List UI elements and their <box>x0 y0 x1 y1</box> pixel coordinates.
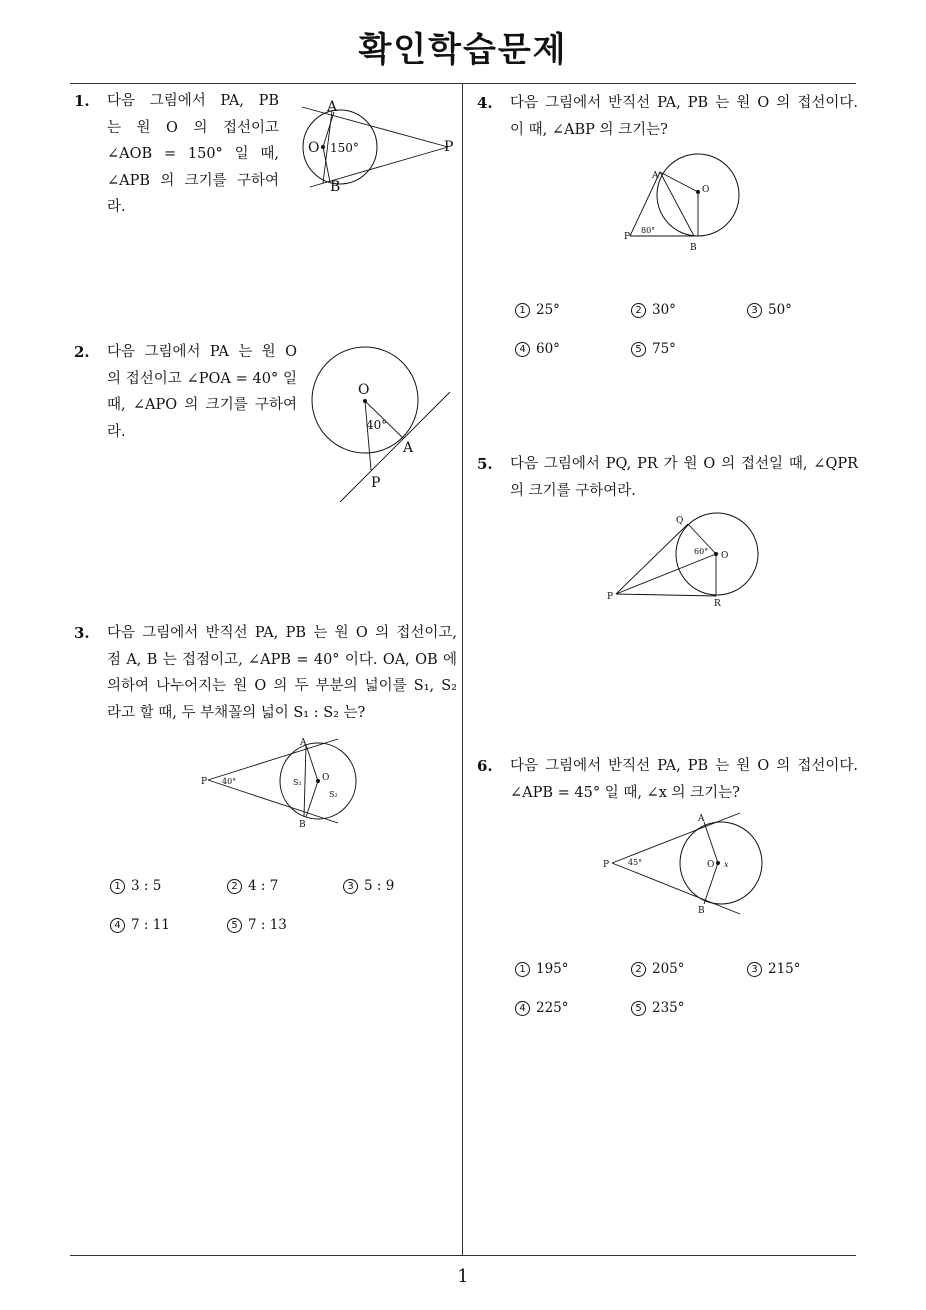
choice-item[interactable] <box>515 302 560 318</box>
point-label-b: B <box>299 820 306 830</box>
problem-number: 1. <box>74 92 90 110</box>
choice-number-icon: 1 <box>110 879 125 894</box>
choice-item[interactable] <box>747 961 801 977</box>
problem-number: 4. <box>477 94 493 112</box>
choice-item[interactable] <box>631 341 676 357</box>
choice-number-icon: 4 <box>515 342 530 357</box>
problem-text-line: 다음 그림에서 반직선 PA, PB 는 원 O 의 접선이다. <box>510 95 858 111</box>
problem-number: 5. <box>477 455 493 473</box>
choice-text: 215° <box>768 961 801 977</box>
problem-text-line: 는 원 O 의 접선이고 <box>107 119 279 136</box>
problem-text-line: 의 크기를 구하여라. <box>510 482 636 499</box>
header-rule <box>70 83 856 84</box>
choice-number-icon: 1 <box>515 962 530 977</box>
point-label-a: A <box>652 171 659 181</box>
choice-item[interactable] <box>747 302 792 318</box>
problem-text-line: 의 접선이고 ∠POA = 40° 일 <box>107 370 297 387</box>
point-label-b: B <box>330 179 341 195</box>
choice-item[interactable] <box>110 917 170 933</box>
area-label-s1: S₁ <box>293 778 302 787</box>
choice-text: 30° <box>652 302 676 318</box>
problem-text-line: 라. <box>107 199 126 215</box>
choice-text: 50° <box>768 302 792 318</box>
point-label-o: O <box>358 382 370 398</box>
choice-text: 25° <box>536 302 560 318</box>
choice-text: 7 : 11 <box>131 917 170 933</box>
problem-text-line: 다음 그림에서 반직선 PA, PB 는 원 O 의 접선이고, <box>107 625 457 641</box>
problem-text-line: 다음 그림에서 PA, PB <box>107 93 279 109</box>
point-label-a: A <box>327 99 338 115</box>
point-label-q: Q <box>676 516 684 526</box>
choice-text: 5 : 9 <box>364 878 395 894</box>
figure-6-tangent-circle <box>600 812 770 922</box>
point-label-p: P <box>201 777 208 787</box>
angle-label: 45° <box>628 858 643 867</box>
problem-text-line: 라. <box>107 423 126 440</box>
choice-number-icon: 5 <box>227 918 242 933</box>
choice-item[interactable] <box>343 878 394 894</box>
point-label-o: O <box>721 551 729 561</box>
point-label-r: R <box>714 599 721 609</box>
problem-text-line: 의하여 나누어지는 원 O 의 두 부분의 넓이를 S₁, S₂ <box>107 678 457 694</box>
choice-number-icon: 3 <box>343 879 358 894</box>
point-label-o: O <box>707 860 715 870</box>
choice-item[interactable] <box>631 1000 685 1016</box>
problem-number: 2. <box>74 343 90 361</box>
choice-number-icon: 5 <box>631 1001 646 1016</box>
point-label-p: P <box>607 592 614 602</box>
point-label-p: P <box>603 860 610 870</box>
point-label-p: P <box>624 232 631 242</box>
problem-text-line: 이 때, ∠ABP 의 크기는? <box>510 121 668 138</box>
choice-number-icon: 2 <box>631 962 646 977</box>
page-title: 확인학습문제 <box>358 30 568 70</box>
angle-label: 60° <box>694 547 709 556</box>
figure-4-tangent-circle <box>622 150 747 255</box>
choice-item[interactable] <box>515 341 560 357</box>
choice-item[interactable] <box>515 1000 569 1016</box>
angle-label: 80° <box>641 226 656 235</box>
figure-1-tangent-circle <box>290 95 470 200</box>
choice-number-icon: 3 <box>747 962 762 977</box>
problem-text-line: 다음 그림에서 반직선 PA, PB 는 원 O 의 접선이다. <box>510 758 858 774</box>
choice-text: 195° <box>536 961 569 977</box>
choice-number-icon: 2 <box>227 879 242 894</box>
figure-2-tangent-circle <box>305 340 465 510</box>
choice-text: 4 : 7 <box>248 878 279 894</box>
choice-text: 205° <box>652 961 685 977</box>
footer-rule <box>70 1255 856 1256</box>
choice-text: 7 : 13 <box>248 917 287 933</box>
point-label-p: P <box>371 475 381 491</box>
problem-text-line: 라고 할 때, 두 부채꼴의 넓이 S₁ : S₂ 는? <box>107 704 366 721</box>
page-number: 1 <box>457 1266 469 1287</box>
problem-text-line: 점 A, B 는 접점이고, ∠APB = 40° 이다. OA, OB 에 <box>107 651 457 668</box>
problem-text-line: ∠APB = 45° 일 때, ∠x 의 크기는? <box>510 784 740 801</box>
problem-text-line: 다음 그림에서 PA 는 원 O <box>107 344 297 360</box>
problem-text-line: 때, ∠APO 의 크기를 구하여 <box>107 397 297 413</box>
problem-number: 3. <box>74 624 90 642</box>
area-label-s2: S₂ <box>329 790 338 799</box>
problem-text-line: ∠AOB = 150° 일 때, <box>107 146 279 162</box>
point-label-b: B <box>690 243 697 253</box>
point-label-o: O <box>322 773 330 783</box>
column-divider <box>462 83 463 1256</box>
choice-number-icon: 4 <box>110 918 125 933</box>
choice-item[interactable] <box>110 878 161 894</box>
choice-number-icon: 5 <box>631 342 646 357</box>
choice-number-icon: 3 <box>747 303 762 318</box>
angle-label: 40° <box>366 418 388 432</box>
choice-text: 75° <box>652 341 676 357</box>
choice-item[interactable] <box>227 878 278 894</box>
problem-text-line: 다음 그림에서 PQ, PR 가 원 O 의 접선일 때, ∠QPR <box>510 456 858 472</box>
choice-item[interactable] <box>227 917 287 933</box>
problem-text-line: ∠APB 의 크기를 구하여 <box>107 172 279 189</box>
point-label-b: B <box>698 906 705 916</box>
point-label-a: A <box>403 440 414 456</box>
angle-label: 150° <box>330 141 359 155</box>
choice-item[interactable] <box>631 961 685 977</box>
point-label-a: A <box>300 738 307 748</box>
point-label-a: A <box>698 814 705 824</box>
choice-number-icon: 4 <box>515 1001 530 1016</box>
angle-label: 40° <box>222 777 237 786</box>
choice-text: 3 : 5 <box>131 878 162 894</box>
point-label-o: O <box>702 185 710 195</box>
point-label-o: O <box>308 140 320 156</box>
choice-item[interactable] <box>631 302 676 318</box>
choice-number-icon: 1 <box>515 303 530 318</box>
figure-5-tangent-circle <box>604 510 764 610</box>
problem-number: 6. <box>477 757 493 775</box>
choice-text: 235° <box>652 1000 685 1016</box>
choice-text: 60° <box>536 341 560 357</box>
choice-number-icon: 2 <box>631 303 646 318</box>
angle-label-x: x <box>724 860 729 869</box>
point-label-p: P <box>444 139 454 155</box>
choice-text: 225° <box>536 1000 569 1016</box>
figure-3-tangent-circle <box>198 735 368 830</box>
choice-item[interactable] <box>515 961 569 977</box>
